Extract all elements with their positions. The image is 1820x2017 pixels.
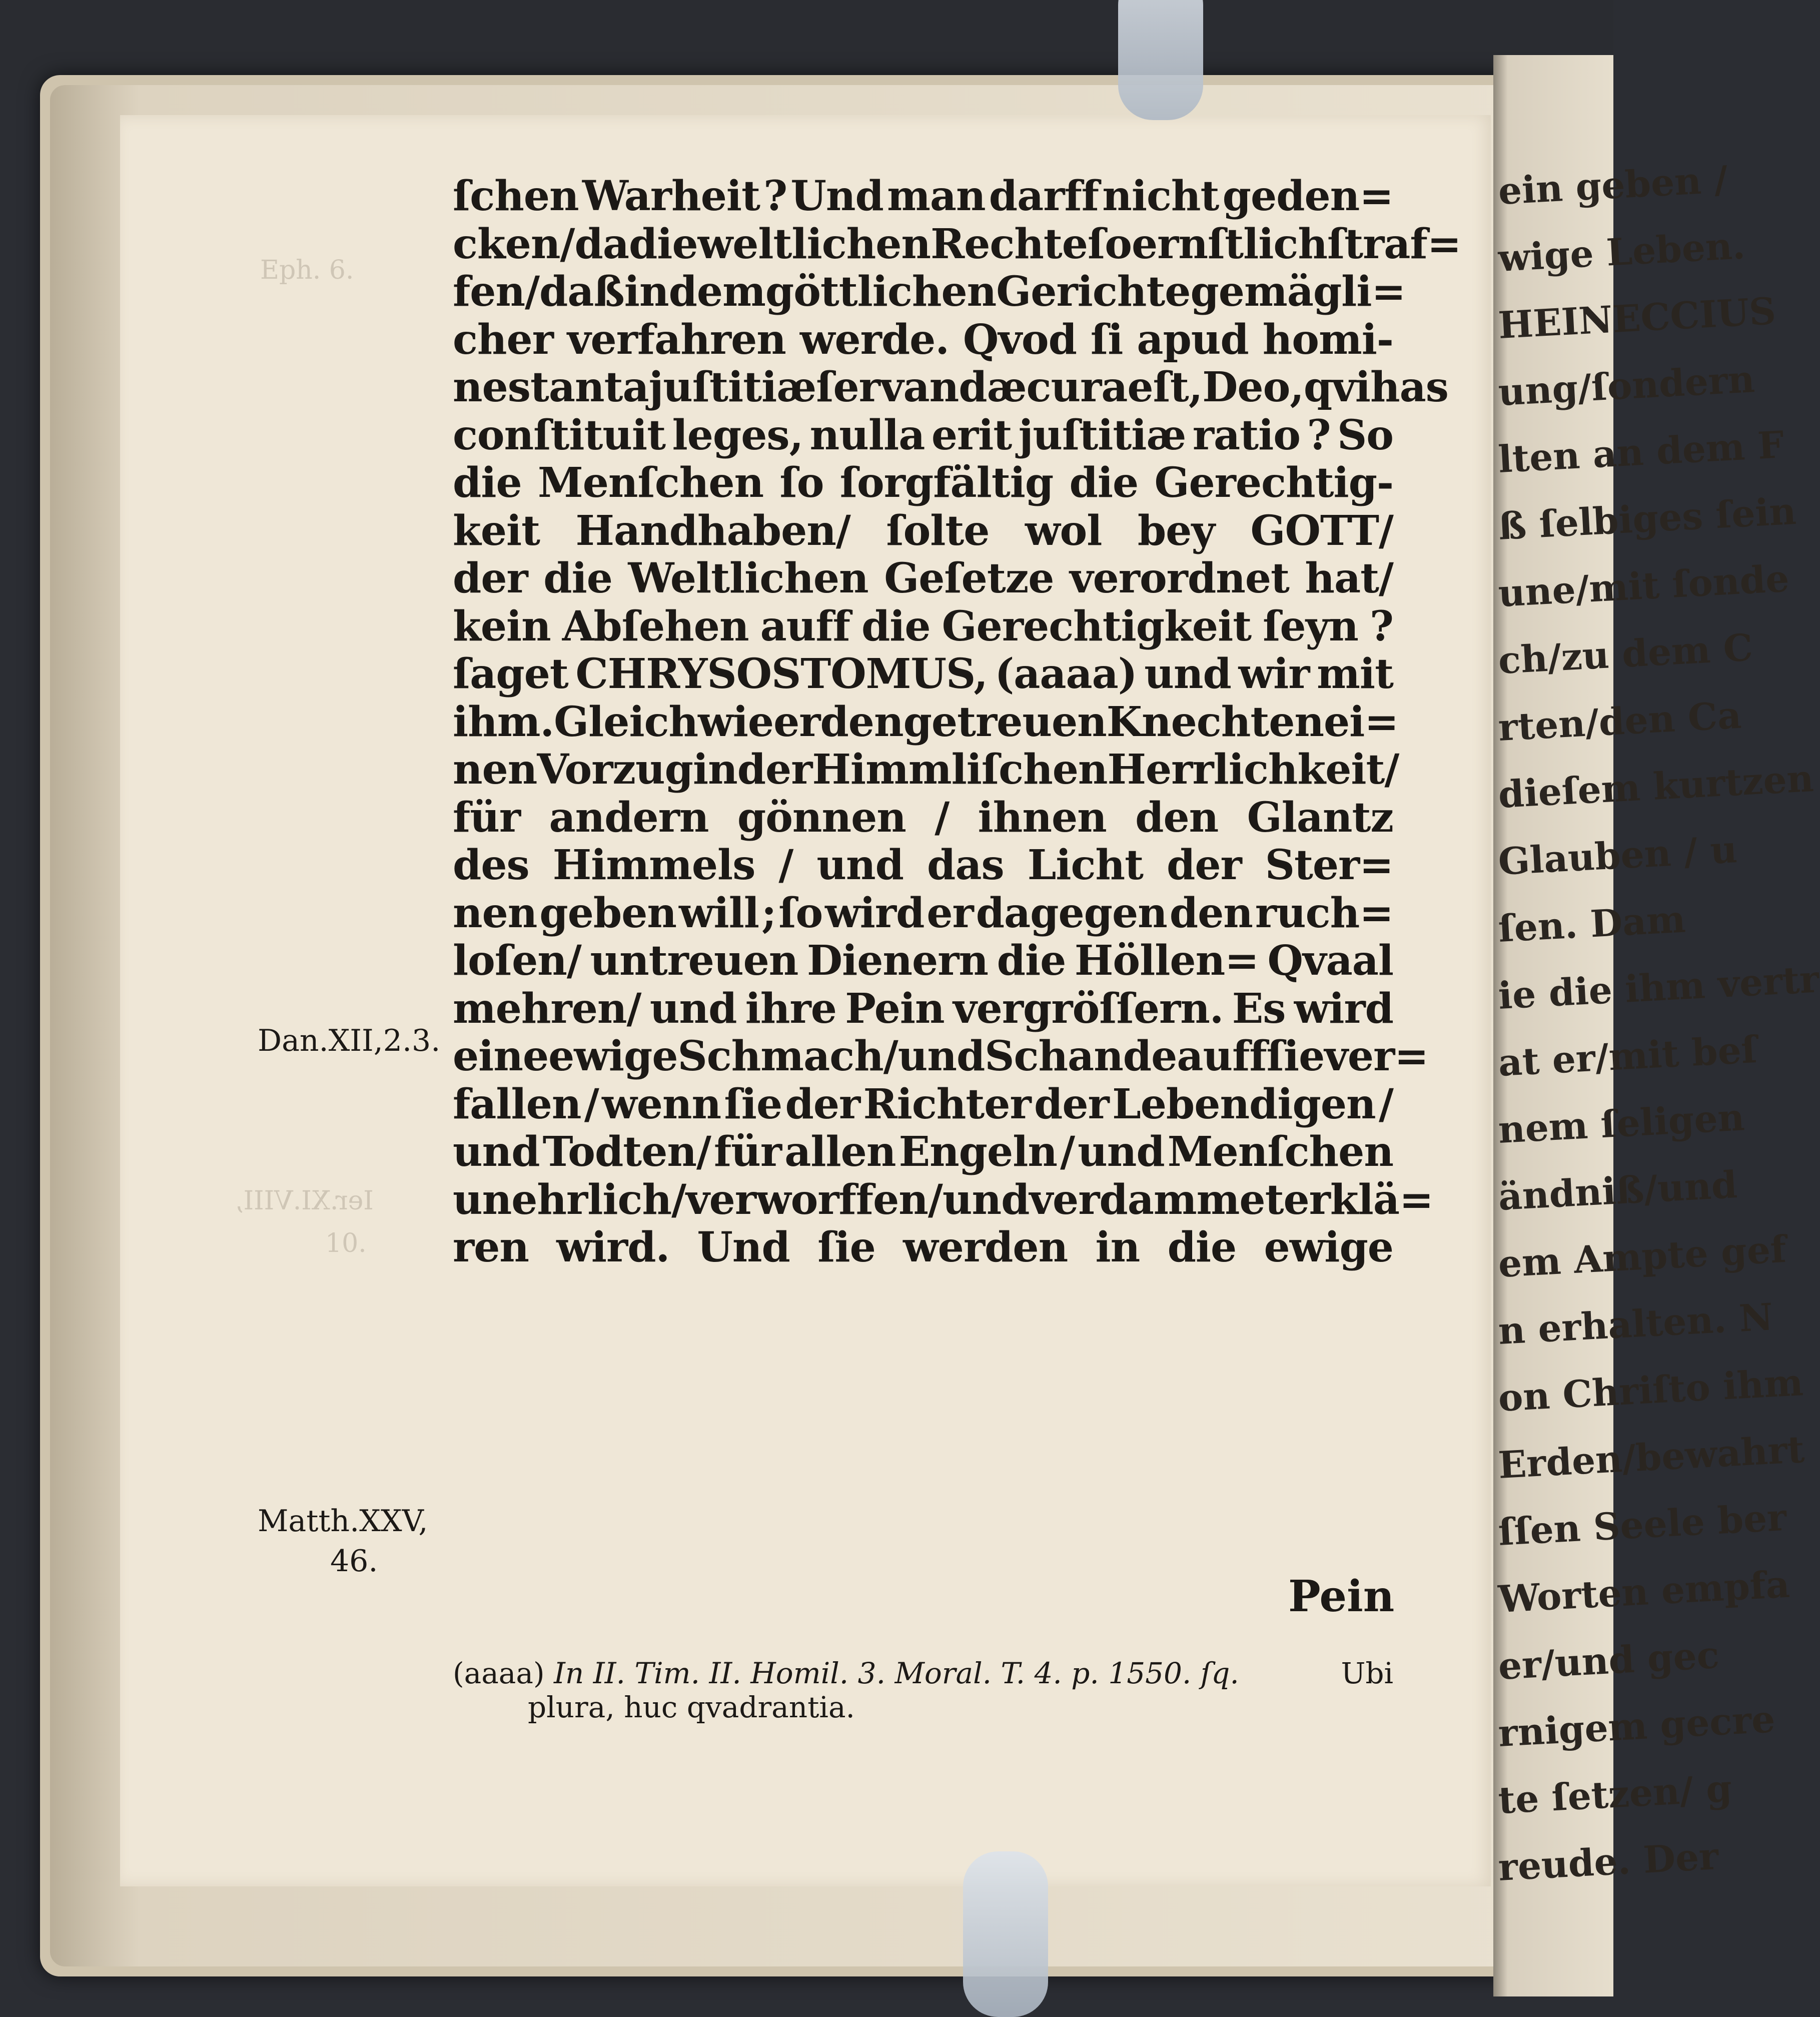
text-word: den [820,698,903,746]
text-word: geden= [1222,172,1393,220]
text-word: conſtituit [453,411,666,459]
text-word: das [927,841,1004,889]
text-word: ſo [1087,220,1132,268]
text-word: Es [1232,984,1286,1033]
text-word: mit [1317,650,1393,698]
text-word: / [928,1175,943,1224]
text-word: der [453,554,528,602]
text-word: in [692,746,737,794]
facing-page-line: reude. Der [1497,1835,1720,1889]
text-word: ſtraf= [1327,220,1461,268]
text-word: und [1078,1128,1165,1176]
text-word: cken/ [453,220,575,268]
text-word: unehrlich [453,1175,672,1224]
text-word: homi- [1262,315,1393,364]
text-word: has [1370,363,1448,411]
text-word: Himmliſchen [812,746,1108,794]
text-word: / [778,841,793,889]
facing-page-line: em Ampte gef [1497,1227,1787,1286]
text-word: / [935,793,950,842]
facing-page-line: une/mit ſonde [1497,557,1790,615]
text-word: nes [453,363,530,411]
text-line [453,268,1406,316]
text-line [453,842,1393,890]
text-word: Und [790,172,883,220]
text-word: ihm. [453,698,554,746]
facing-page-line: n erhalten. N [1497,1295,1774,1353]
facing-page-line: rten/den Ca [1497,694,1742,750]
text-word: daß [539,268,624,316]
text-word: Ster= [1265,841,1393,889]
text-line [453,363,1448,412]
text-word: keit [453,506,540,555]
text-word: ewige [1264,1223,1393,1271]
text-line [453,1032,1428,1081]
text-word: geben [539,889,677,937]
text-word: / [671,1175,686,1224]
book-clip-bottom [963,1851,1048,2017]
text-word: ſie [1266,1032,1325,1080]
text-word: So [1337,411,1393,459]
text-word: ihre [745,984,836,1033]
text-word: qvi [1303,363,1370,411]
text-word: der [1167,841,1242,889]
facing-page-line: ie die ihm vertr [1497,958,1820,1018]
text-word: den [1135,793,1219,842]
text-word: ; [761,889,776,937]
text-word: Pein [845,984,945,1033]
text-word: ſie [724,1080,782,1128]
text-word: Gleich [554,698,698,746]
text-word: erklä= [1283,1175,1433,1224]
text-word: Knechten [1106,698,1324,746]
text-word: wol [1025,506,1102,555]
text-word: die [1069,459,1139,507]
text-word: hat/ [1305,554,1393,602]
text-word: Abſehen [562,602,749,650]
text-word: erit [931,411,1012,459]
text-word: kein [453,602,551,650]
text-word: da [574,220,629,268]
facing-page-line: HEINECCIUS [1497,289,1777,347]
footnote-citation: In II. Tim. II. Homil. 3. Moral. T. 4. p. 1550. ſq. [554,1656,1239,1690]
text-word: mehren/ [453,984,641,1033]
text-line [453,173,1393,221]
margin-note-matth-verse: 46. [330,1544,378,1579]
margin-note-dan: Dan.XII,2.3. [258,1023,441,1058]
main-text [453,172,1461,1272]
text-word: Gerechtig- [1154,459,1393,507]
text-word: für [714,1128,782,1176]
text-word: Weltlichen [628,554,868,602]
text-word: Warheit [582,172,760,220]
footnote-marker: (aaaa) [453,1656,545,1690]
text-word: die [1167,1223,1237,1271]
text-word: Rechte [931,220,1088,268]
text-word: Licht [1027,841,1143,889]
facing-page-line: Worten empfa [1497,1563,1791,1621]
text-word: cura [1026,363,1128,411]
text-word: auff [1177,1032,1267,1080]
text-line [453,603,1393,651]
text-word: Menſchen [537,459,764,507]
book-clip-top [1118,0,1203,120]
facing-page-line: rnigem gecre [1497,1698,1776,1755]
text-word: er [927,889,974,937]
text-word: getreuen [903,698,1107,746]
text-word: die [628,220,698,268]
text-word: Menſchen [1167,1128,1393,1176]
text-word: Geſetze [884,554,1054,602]
text-line [453,412,1393,460]
text-word: und [453,1128,540,1176]
text-word: wie [698,698,774,746]
text-word: Und [697,1223,790,1271]
text-word: eine [453,1032,549,1080]
text-word: die [997,937,1066,985]
facing-page-line: ung/ſondern [1497,358,1756,414]
facing-page-line: on Chriſto ihm [1497,1361,1804,1420]
text-word: Höllen= [1074,937,1259,985]
text-line [453,794,1393,842]
facing-page [1493,55,1820,1996]
text-word: er [773,698,820,746]
text-word: in [624,268,669,316]
text-word: ruch= [1255,889,1393,937]
text-line [453,937,1393,985]
text-word: GOTT/ [1250,506,1393,555]
footnote [453,1656,1393,1724]
text-word: ei= [1324,698,1399,746]
text-line [453,1081,1393,1129]
text-word: verfahren [567,315,786,364]
text-line [453,985,1393,1033]
text-word: ſervandæ [816,363,1027,411]
text-word: ewige [548,1032,678,1080]
text-line [453,1128,1393,1176]
text-line [453,650,1393,699]
text-word: ſolte [886,506,990,555]
text-word: will [678,889,759,937]
text-word: nen [453,889,537,937]
text-word: der [737,746,812,794]
text-line [453,1224,1393,1272]
text-line [453,1175,1433,1224]
text-line [453,459,1393,507]
facing-page-line: er/und gec [1497,1633,1720,1688]
text-word: gemägli= [1190,268,1406,316]
text-word: darff [989,172,1099,220]
text-word: nicht [1102,172,1219,220]
text-word: Qvaal [1267,937,1393,985]
facing-page-line: dieſem kurtzen [1497,757,1815,817]
text-line [453,220,1461,269]
text-word: des [453,841,529,889]
text-word: den [1169,889,1253,937]
text-word: andern [549,793,709,842]
text-word: Glantz [1247,793,1393,842]
text-word: gönnen [737,793,906,842]
text-word: ? [763,172,787,220]
facing-page-line: te ſetzen/ g [1497,1767,1733,1822]
text-word: (aaaa) [995,650,1137,698]
text-line [453,507,1393,555]
text-word: wenn [602,1080,721,1128]
footnote-ubi: Ubi [1341,1656,1393,1690]
text-word: Lebendigen [1112,1080,1376,1128]
margin-note-matth: Matth.XXV, [258,1504,428,1539]
text-word: untreuen [590,937,798,985]
facing-page-line: ein geben / [1497,158,1729,213]
text-word: leges, [672,411,803,459]
text-word: die [861,602,931,650]
text-word: nen [453,746,537,794]
text-word: eſt, [1127,363,1203,411]
bleed-through-text: Eph. 6. [260,255,354,285]
text-word: und [897,1032,985,1080]
text-word: ernſtlich [1131,220,1327,268]
text-line [453,698,1399,747]
text-word: der [785,1080,860,1128]
text-word: cher [453,315,553,364]
text-word: Richter [863,1080,1031,1128]
text-word: wird. [556,1223,670,1271]
text-word: für [453,793,521,842]
text-word: verordnet [1069,554,1289,602]
bleed-through-text: Ier.XI.VIII, [235,1186,374,1216]
text-word: wird [825,889,925,937]
text-word: ver= [1324,1032,1428,1080]
text-word: Schande [985,1032,1177,1080]
facing-page-line: ß ſelbiges ſein [1497,489,1797,548]
text-word: Qvod [963,315,1077,364]
text-word: auff [760,602,850,650]
text-word: wird [1294,984,1393,1033]
text-word: vergröſſern. [953,984,1224,1033]
text-word: verdammet [1029,1175,1284,1224]
facing-page-line: nem ſeligen [1497,1096,1746,1152]
text-word: CHRYSOSTOMUS, [575,650,988,698]
text-word: der [1034,1080,1109,1128]
text-word: göttlichen [765,268,997,316]
text-word: / [1379,1080,1393,1128]
text-word: ren [453,1223,529,1271]
bleed-through-text: 10. [325,1228,367,1258]
text-word: und [816,841,903,889]
text-word: die [543,554,612,602]
text-word: Deo, [1202,363,1304,411]
text-word: ſo [778,889,823,937]
text-word: und [942,1175,1030,1224]
facing-page-line: ch/zu dem C [1497,626,1754,683]
text-word: und [1144,650,1231,698]
text-word: ſorgfältig [839,459,1054,507]
catchword: Pein [1288,1571,1395,1622]
text-word: Herrlichkeit/ [1107,746,1399,794]
text-word: ? [1307,411,1331,459]
text-word: ſo [779,459,824,507]
text-word: wir [1238,650,1310,698]
text-word: / [1060,1128,1075,1176]
text-word: Gerichte [996,268,1191,316]
text-word: Engeln [898,1128,1057,1176]
text-word: ratio [1192,411,1300,459]
text-word: fallen [453,1080,581,1128]
text-word: ſaget [453,650,568,698]
text-word: verworffen [686,1175,928,1224]
text-word: nulla [809,411,925,459]
text-word: man [887,172,986,220]
text-word: Schmach/ [677,1032,898,1080]
text-word: loſen/ [453,937,581,985]
text-word: juſtitiæ [648,363,816,411]
text-line [453,316,1393,364]
text-word: ſchen [453,172,579,220]
footnote-continuation: plura, huc qvadrantia. [528,1690,855,1724]
text-word: weltlichen [697,220,931,268]
text-word: allen [784,1128,896,1176]
text-word: apud [1137,315,1249,364]
text-word: werden [903,1223,1068,1271]
facing-page-line: Glauben / u [1497,828,1738,884]
facing-page-line: ſen. Dam [1497,898,1687,951]
text-word: bey [1137,506,1215,555]
text-word: Handhaben/ [575,506,850,555]
text-word: Todten/ [542,1128,711,1176]
text-word: ſi [1090,315,1123,364]
facing-page-line: at er/mit beſ [1497,1028,1758,1085]
text-word: Himmels [552,841,755,889]
text-line [453,890,1393,938]
text-word: die [453,459,522,507]
facing-page-line: lten an dem F [1497,423,1785,481]
text-word: ſie [817,1223,875,1271]
text-line [453,555,1393,603]
text-word: Vorzug [537,746,693,794]
text-line [453,746,1399,794]
text-word: juſtitiæ [1018,411,1186,459]
text-word: tanta [530,363,649,411]
text-word: fen/ [453,268,540,316]
facing-page-line: Erden/bewahrt [1497,1428,1805,1487]
text-word: dagegen [976,889,1167,937]
text-word: Gerechtigkeit [942,602,1252,650]
text-word: ihnen [978,793,1107,842]
text-word: / [584,1080,599,1128]
facing-page-line: ändniß/und [1497,1163,1738,1219]
text-word: und [649,984,737,1033]
facing-page-line: wige Leben. [1497,224,1746,280]
text-word: in [1095,1223,1140,1271]
text-word: ? [1369,602,1393,650]
text-word: Dienern [806,937,989,985]
text-word: ſeyn [1263,602,1358,650]
text-word: dem [668,268,765,316]
text-word: werde. [799,315,949,364]
facing-page-line: ſſen Seele ber [1497,1496,1788,1554]
